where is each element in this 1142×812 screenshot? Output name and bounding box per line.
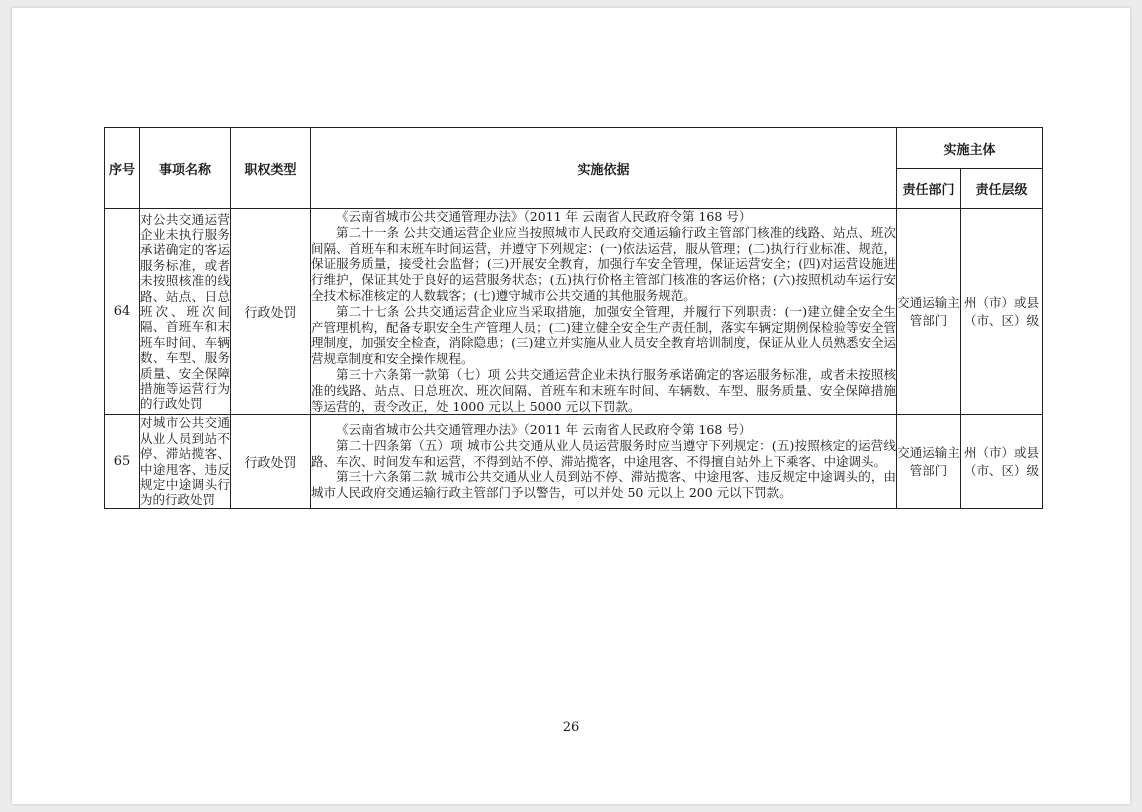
- row-power-type: 行政处罚: [231, 415, 311, 508]
- page-number: 26: [562, 720, 580, 735]
- document-page: [12, 8, 1130, 804]
- row-level: 州（市）或县（市、区）级: [961, 209, 1043, 415]
- header-subject: 实施主体: [897, 128, 1043, 169]
- row-seq: 64: [105, 209, 140, 415]
- basis-paragraph: 《云南省城市公共交通管理办法》（2011 年 云南省人民政府令第 168 号）: [336, 422, 752, 438]
- row-dept: 交通运输主管部门: [897, 209, 961, 415]
- row-level: 州（市）或县（市、区）级: [961, 415, 1043, 508]
- basis-paragraph: 《云南省城市公共交通管理办法》（2011 年 云南省人民政府令第 168 号）: [336, 209, 752, 224]
- basis-paragraph: 第二十四条第（五）项 城市公共交通从业人员运营服务时应当遵守下列规定：(五)按照核定的运营线路、车次、时间发车和运营，不得到站不停、滞站揽客，中途甩客、不得擅自站外上下乘客、中途调头。: [311, 437, 896, 469]
- row-basis: [311, 415, 897, 508]
- table-row: [105, 209, 1043, 415]
- table-row: [105, 415, 1043, 508]
- header-seq: 序号: [105, 128, 140, 209]
- row-seq: 65: [105, 415, 140, 508]
- enforcement-items-table: [104, 127, 1043, 509]
- header-power-type: 职权类型: [231, 128, 311, 209]
- header-row: [105, 128, 1043, 169]
- header-dept: 责任部门: [897, 169, 961, 209]
- row-item-name: 对城市公共交通从业人员到站不停、滞站揽客、中途甩客、违反规定中途调头行为的行政处罚: [140, 415, 230, 508]
- row-dept: 交通运输主管部门: [897, 415, 961, 508]
- basis-paragraph: 第二十一条 公共交通运营企业应当按照城市人民政府交通运输行政主管部门核准的线路、站点、班次间隔、首班车和末班车时间运营，并遵守下列规定：(一)依法运营，服从管理；(二)执行行业标准、规范，保证服务质量，接受社会监督；(三)开展安全教育，加强行车安全管理，保证运营安全；(四)对运营设施进行维护，保证其处于良好的运营服务状态；(五)执行价格主管部门核准的客运价格；(六)按照机动车运行安全技术标准核定的人数载客；(七)遵守城市公共交通的其他服务规范。: [311, 224, 896, 303]
- header-item-name: 事项名称: [140, 128, 231, 209]
- header-level: 责任层级: [961, 169, 1043, 209]
- header-basis: 实施依据: [311, 128, 897, 209]
- row-item-name: 对公共交通运营企业未执行服务承诺确定的客运服务标准，或者未按照核准的线路、站点、日总班次、班次间隔、首班车和末班车时间、车辆数、车型、服务质量、安全保障措施等运营行为的行政处罚: [140, 209, 231, 415]
- basis-paragraph: 第三十六条第一款第（七）项 公共交通运营企业未执行服务承诺确定的客运服务标准，或者未按照核准的线路、站点、日总班次、班次间隔、首班车和末班车时间、车辆数、车型、服务质量、安全保障措施等运营的，责令改正，处 1000 元以上 5000 元以下罚款。: [311, 366, 896, 414]
- row-basis: [311, 209, 897, 415]
- basis-paragraph: 第三十六条第二款 城市公共交通从业人员到站不停、滞站揽客、中途甩客、违反规定中途调头的，由城市人民政府交通运输行政主管部门予以警告，可以并处 50 元以上 200 元以下罚款。: [311, 469, 896, 501]
- basis-paragraph: 第二十七条 公共交通运营企业应当采取措施，加强安全管理，并履行下列职责：(一)建立健全安全生产管理机构，配备专职安全生产管理人员；(二)建立健全安全生产责任制，落实车辆定期例保检验等安全管理制度，加强安全检查，消除隐患；(三)建立并实施从业人员安全教育培训制度，保证从业人员熟悉安全运营规章制度和安全操作规程。: [311, 303, 896, 367]
- row-power-type: 行政处罚: [231, 209, 311, 415]
